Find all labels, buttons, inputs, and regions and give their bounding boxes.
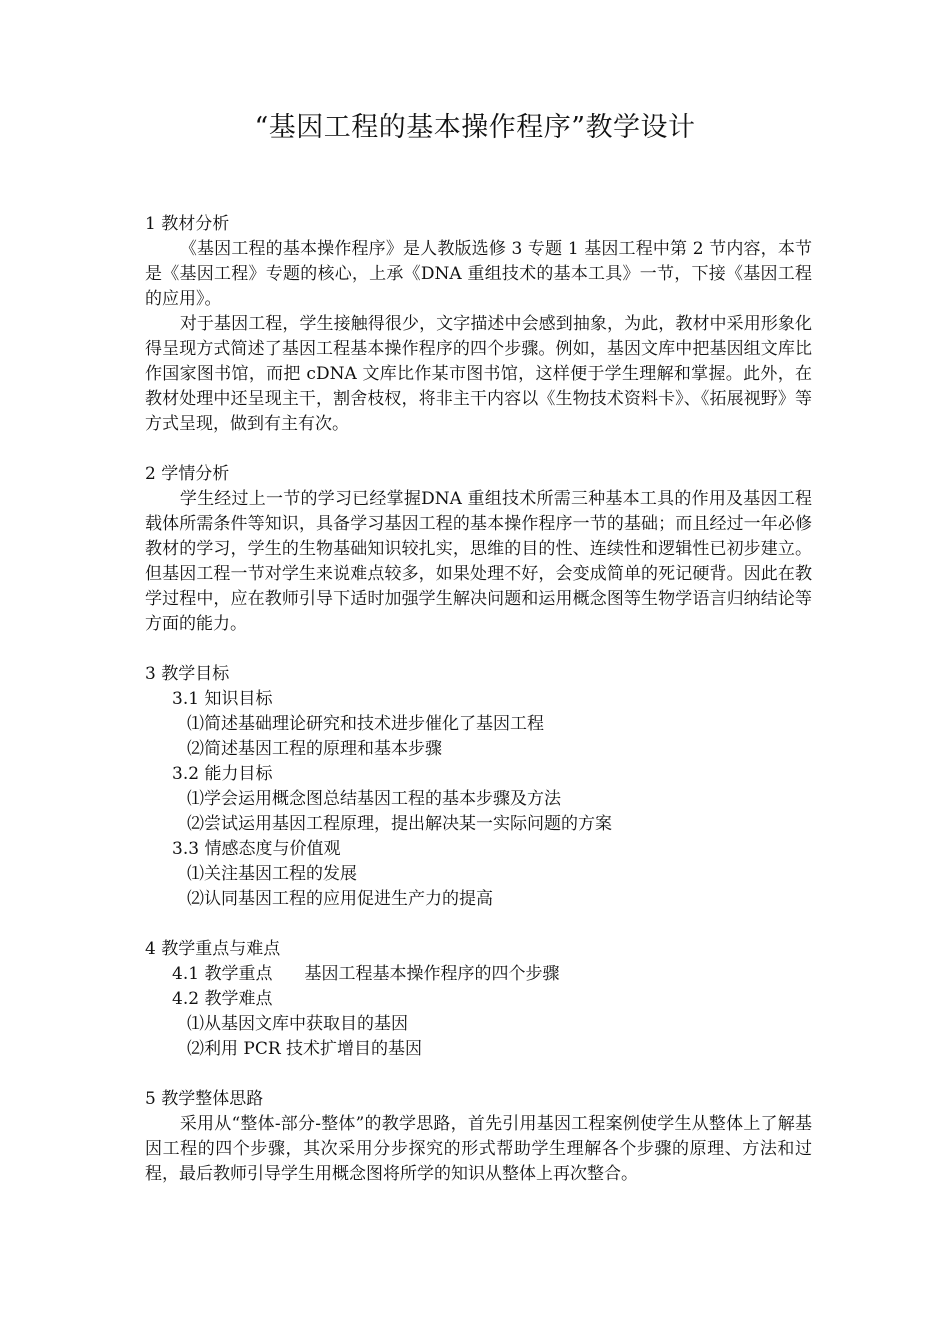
- paragraph: 对于基因工程，学生接触得很少，文字描述中会感到抽象，为此，教材中采用形象化得呈现方式简述了基因工程基本操作程序的四个步骤。例如，基因文库中把基因组文库比作国家图书馆，而把 cDNA 文库比作某市图书馆，这样便于学生理解和掌握。此外，在教材处理中还呈现主干，割舍枝杈，将非主干内容以《生物技术资料卡》、《拓展视野》等方式呈现，做到有主有次。: [145, 314, 812, 434]
- section-teaching-goals: [145, 662, 812, 912]
- list-item: ⑴简述基础理论研究和技术进步催化了基因工程: [187, 714, 544, 734]
- subsection-heading: 4.1 教学重点: [172, 964, 273, 984]
- section-heading: 5 教学整体思路: [145, 1089, 264, 1109]
- section-student-analysis: [145, 462, 812, 637]
- subsection-heading: 3.3 情感态度与价值观: [172, 839, 341, 859]
- section-key-points: [145, 937, 812, 1062]
- section-textbook-analysis: [145, 212, 812, 437]
- section-overall-approach: [145, 1087, 812, 1187]
- section-heading: 4 教学重点与难点: [145, 939, 281, 959]
- list-item: ⑵利用 PCR 技术扩增目的基因: [187, 1039, 423, 1059]
- list-item: ⑴学会运用概念图总结基因工程的基本步骤及方法: [187, 789, 561, 809]
- section-heading: 2 学情分析: [145, 464, 230, 484]
- paragraph: 采用从“整体-部分-整体”的教学思路，首先引用基因工程案例使学生从整体上了解基因工程的四个步骤，其次采用分步探究的形式帮助学生理解各个步骤的原理、方法和过程，最后教师引导学生用概念图将所学的知识从整体上再次整合。: [145, 1114, 812, 1184]
- subsection-line: [145, 962, 812, 987]
- paragraph: 学生经过上一节的学习已经掌握DNA 重组技术所需三种基本工具的作用及基因工程载体所需条件等知识，具备学习基因工程的基本操作程序一节的基础；而且经过一年必修教材的学习，学生的生物基础知识较扎实，思维的目的性、连续性和逻辑性已初步建立。但基因工程一节对学生来说难点较多，如果处理不好，会变成简单的死记硬背。因此在教学过程中，应在教师引导下适时加强学生解决问题和运用概念图等生物学语言归纳结论等方面的能力。: [145, 489, 812, 634]
- list-item: ⑵认同基因工程的应用促进生产力的提高: [187, 889, 493, 909]
- list-item: ⑵简述基因工程的原理和基本步骤: [187, 739, 442, 759]
- list-item: ⑴从基因文库中获取目的基因: [187, 1014, 408, 1034]
- document-title: “基因工程的基本操作程序”教学设计: [254, 112, 696, 143]
- subsection-heading: 3.2 能力目标: [172, 764, 273, 784]
- subsection-text: 基因工程基本操作程序的四个步骤: [304, 964, 560, 984]
- list-item: ⑵尝试运用基因工程原理，提出解决某一实际问题的方案: [187, 814, 612, 834]
- paragraph: 《基因工程的基本操作程序》是人教版选修 3 专题 1 基因工程中第 2 节内容，本节是《基因工程》专题的核心，上承《DNA 重组技术的基本工具》一节，下接《基因工程的应用》。: [145, 239, 812, 309]
- subsection-heading: 3.1 知识目标: [172, 689, 273, 709]
- list-item: ⑴关注基因工程的发展: [187, 864, 357, 884]
- document-body: [145, 212, 812, 1212]
- section-heading: 3 教学目标: [145, 664, 230, 684]
- section-heading: 1 教材分析: [145, 214, 230, 234]
- subsection-heading: 4.2 教学难点: [172, 989, 273, 1009]
